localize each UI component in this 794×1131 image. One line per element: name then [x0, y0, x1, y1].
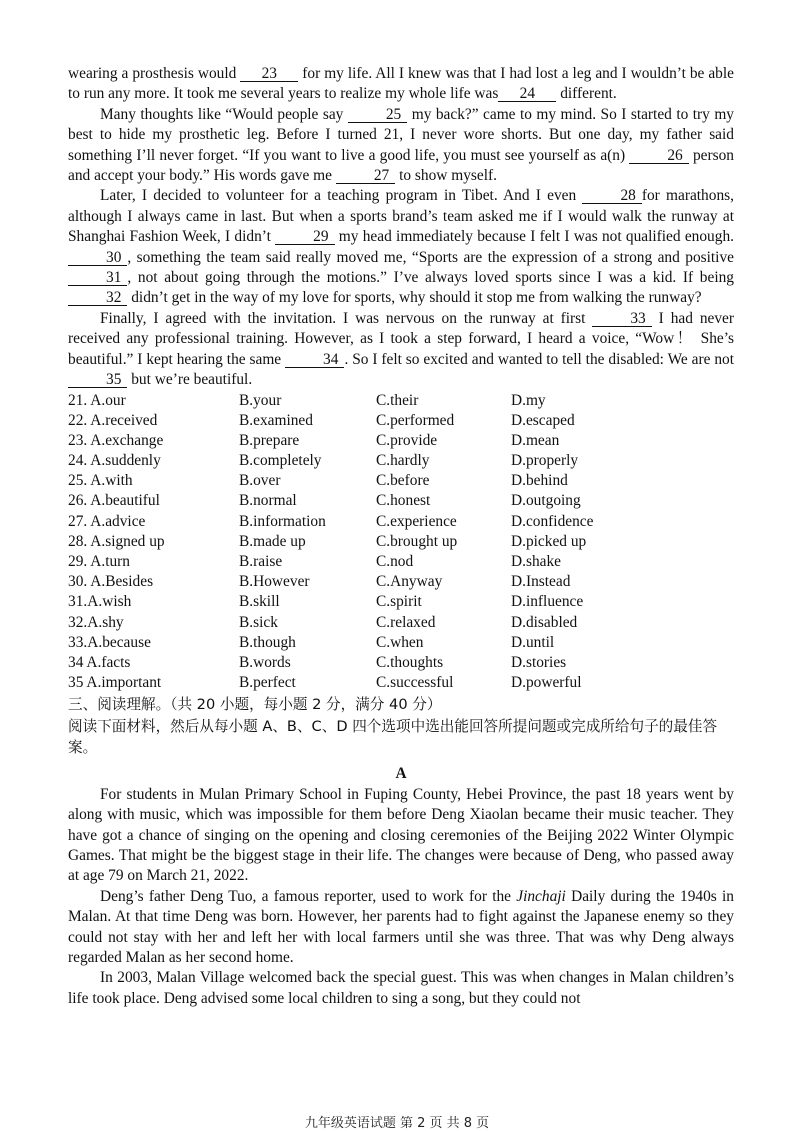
option-a: 22. A.received — [68, 411, 158, 429]
blank-29: 29 — [275, 229, 334, 245]
option-d: D.behind — [511, 472, 568, 490]
option-d: D.properly — [511, 452, 579, 470]
option-d: D.escaped — [511, 411, 575, 429]
option-row — [68, 451, 734, 471]
option-d: D.shake — [511, 553, 562, 570]
option-a: 33.A.because — [68, 633, 151, 651]
option-a: 29. A.turn — [68, 553, 130, 570]
text: person and accept your body.” His words gave me — [68, 146, 734, 185]
passage-label: A — [395, 764, 407, 782]
option-b: B.examined — [239, 411, 313, 429]
option-d: D.my — [511, 391, 546, 409]
cloze-paragraph-3 — [68, 186, 734, 308]
option-a: 32.A.shy — [68, 613, 124, 631]
option-a: 23. A.exchange — [68, 431, 164, 449]
option-b: B.your — [239, 391, 282, 409]
blank-26: 26 — [629, 148, 688, 164]
option-d: D.picked up — [511, 532, 587, 550]
exam-page — [68, 64, 734, 1009]
option-c: C.their — [376, 391, 419, 409]
option-b: B.skill — [239, 593, 280, 611]
reading-paragraph-1: For students in Mulan Primary School in Fuping County, Hebei Province, the past 18 years went by along with music, which was impossible for them before Deng Xiaolan became their music teacher. They have got a chance of singing on the opening and closing ceremonies of the Beijing 2022 Winter Olympic Games. That might be the biggest stage in their life. The changes were because of Deng, who passed away at age 79 on March 21, 2022. — [68, 785, 734, 885]
option-row — [68, 411, 734, 431]
cloze-paragraph-1 — [68, 64, 734, 105]
newspaper-name: Jinchaji — [516, 887, 566, 905]
option-d: D.confidence — [511, 512, 594, 530]
option-a: 34 A.facts — [68, 653, 131, 671]
option-row — [68, 572, 734, 592]
option-b: B.words — [239, 653, 291, 671]
option-row — [68, 673, 734, 693]
text: Daily during the 1940s in Malan. At that time Deng was born. However, her parents had to fight against the Japanese enemy so they could not stay with her and left her with local farmers until she was three. That was why Deng always regarded Malan as her second home. — [68, 887, 734, 967]
text: for my life. All I knew was that I had lost a leg and I wouldn’t be able to run any more. It took me several years to realize my whole life was — [68, 65, 734, 103]
text: I had never received any professional training. However, as I took a step forward, I heard a voice, “Wow！ She’s beautiful.” I kept hearing the same — [68, 309, 735, 368]
text: Finally, I agreed with the invitation. I was nervous on the runway at first — [100, 309, 593, 327]
option-c: C.nod — [376, 553, 414, 570]
option-b: B.though — [239, 633, 296, 651]
text: Many thoughts like “Would people say — [100, 105, 348, 123]
option-c: C.Anyway — [376, 573, 443, 591]
option-a: 25. A.with — [68, 472, 133, 490]
option-row — [68, 592, 734, 612]
option-a: 30. A.Besides — [68, 573, 154, 591]
cloze-paragraph-2 — [68, 105, 734, 187]
page-footer: 九年级英语试题 第 2 页 共 8 页 — [304, 1116, 490, 1131]
option-b: B.completely — [239, 452, 322, 470]
option-c: C.experience — [376, 512, 457, 530]
option-b: B.sick — [239, 613, 278, 631]
option-a: 24. A.suddenly — [68, 452, 161, 470]
option-c: C.thoughts — [376, 653, 444, 671]
option-b: B.over — [239, 472, 281, 490]
text: , not about going through the motions.” I’ve always loved sports since I was a kid. If being — [127, 269, 734, 287]
option-c: C.successful — [376, 674, 454, 692]
option-d: D.disabled — [511, 613, 578, 631]
option-d: D.until — [511, 633, 555, 651]
option-c: C.honest — [376, 492, 431, 510]
blank-28: 28 — [582, 188, 641, 204]
options-table — [68, 391, 734, 694]
option-b: B.information — [239, 512, 326, 530]
option-b: B.normal — [239, 492, 297, 510]
blank-31: 31 — [68, 270, 127, 286]
option-b: B.made up — [239, 532, 306, 550]
text: . So I felt so excited and wanted to tell the disabled: We are not — [344, 350, 734, 368]
option-c: C.hardly — [376, 452, 430, 470]
reading-paragraph-2 — [68, 887, 734, 969]
blank-35: 35 — [68, 372, 127, 388]
option-c: C.relaxed — [376, 613, 436, 631]
blank-34: 34 — [285, 352, 344, 368]
option-a: 28. A.signed up — [68, 532, 165, 550]
option-a: 26. A.beautiful — [68, 492, 160, 510]
option-b: B.prepare — [239, 431, 300, 449]
text: to show myself. — [395, 167, 497, 185]
option-c: C.before — [376, 472, 430, 490]
option-row — [68, 471, 734, 491]
option-b: B.perfect — [239, 674, 296, 692]
blank-32: 32 — [68, 290, 127, 306]
option-a: 27. A.advice — [68, 512, 146, 530]
option-row — [68, 431, 734, 451]
option-c: C.performed — [376, 411, 455, 429]
option-row — [68, 532, 734, 552]
text: but we’re beautiful. — [127, 371, 253, 389]
blank-23: 23 — [240, 66, 298, 82]
option-a: 31.A.wish — [68, 593, 132, 611]
section-heading: 三、阅读理解。（共 20 小题，每小题 2 分，满分 40 分） — [68, 696, 442, 714]
blank-24: 24 — [498, 86, 556, 102]
option-c: C.brought up — [376, 532, 458, 550]
option-b: B.raise — [239, 553, 283, 570]
option-d: D.outgoing — [511, 492, 581, 510]
option-row — [68, 491, 734, 511]
option-d: D.influence — [511, 593, 584, 611]
reading-paragraph-3: In 2003, Malan Village welcomed back the special guest. This was when changes in Malan children’s life took place. Deng advised some local children to sing a song, but they could not — [68, 969, 734, 1007]
blank-27: 27 — [336, 168, 395, 184]
option-c: C.spirit — [376, 593, 422, 611]
text: , something the team said really moved me, “Sports are the expression of a strong and positive — [127, 248, 734, 266]
text: different. — [556, 85, 617, 103]
option-row — [68, 512, 734, 532]
option-row — [68, 613, 734, 633]
section-instruction: 阅读下面材料，然后从每小题 A、B、C、D 四个选项中选出能回答所提问题或完成所给句子的最佳答案。 — [68, 717, 718, 757]
option-d: D.powerful — [511, 674, 582, 692]
option-row — [68, 552, 734, 572]
option-d: D.Instead — [511, 573, 571, 591]
option-d: D.mean — [511, 431, 560, 449]
option-b: B.However — [239, 573, 310, 591]
blank-30: 30 — [68, 250, 127, 266]
option-row — [68, 633, 734, 653]
text: my head immediately because I felt I was not qualified enough. — [334, 228, 734, 246]
option-row — [68, 391, 734, 411]
option-d: D.stories — [511, 653, 567, 671]
text: my back?” came to my mind. So I started to try my best to hide my prosthetic leg. Before I turned 21, I never wore shorts. But one day, my father said something I’ll never forget. “If you want to live a good life, you must see yourself as a(n) — [68, 105, 734, 164]
option-a: 35 A.important — [68, 674, 162, 692]
text: wearing a prosthesis would — [68, 65, 241, 82]
blank-25: 25 — [348, 107, 407, 123]
blank-33: 33 — [592, 311, 651, 327]
text: Later, I decided to volunteer for a teaching program in Tibet. And I even — [100, 187, 583, 205]
text: Deng’s father Deng Tuo, a famous reporter, used to work for the — [100, 887, 517, 905]
text: didn’t get in the way of my love for sports, why should it stop me from walking the runway? — [127, 289, 702, 307]
text: for marathons, although I always came in last. But when a sports brand’s team asked me if I would walk the runway at Shanghai Fashion Week, I didn’t — [68, 187, 734, 246]
option-c: C.provide — [376, 431, 438, 449]
option-row — [68, 653, 734, 673]
option-c: C.when — [376, 633, 424, 651]
cloze-paragraph-4 — [68, 309, 734, 391]
option-a: 21. A.our — [68, 391, 126, 409]
